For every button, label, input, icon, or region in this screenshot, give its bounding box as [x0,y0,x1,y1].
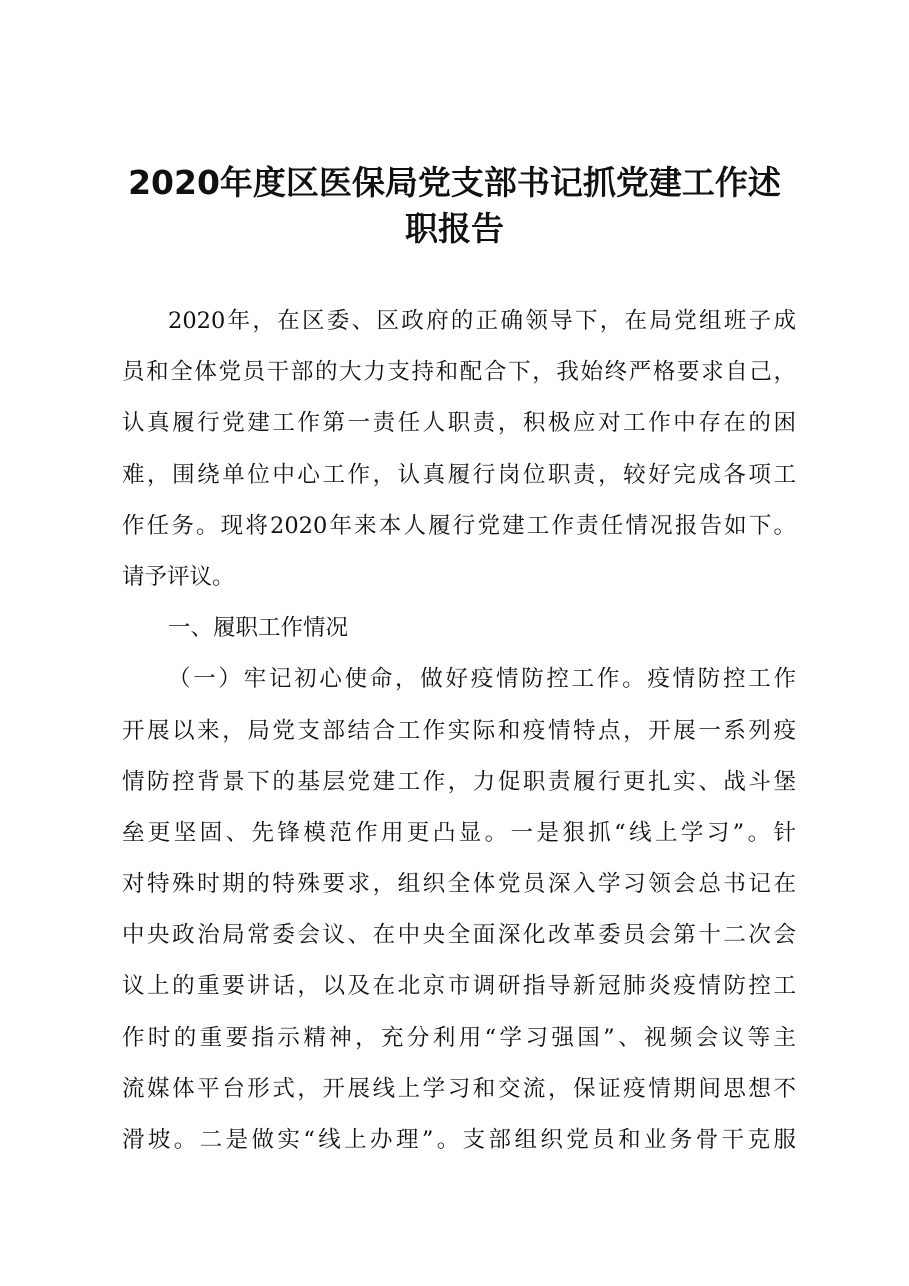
body-line: 情防控背景下的基层党建工作，力促职责履行更扎实、战斗堡 [122,768,796,795]
body-line: 流媒体平台形式，开展线上学习和交流，保证疫情期间思想不 [122,1075,796,1102]
body-line: 开展以来，局党支部结合工作实际和疫情特点，开展一系列疫 [122,717,796,744]
body-line: 难，围绕单位中心工作，认真履行岗位职责，较好完成各项工 [122,461,796,488]
body-line: 2020年，在区委、区政府的正确领导下，在局党组班子成 [168,308,796,334]
body-line: 作任务。现将2020年来本人履行党建工作责任情况报告如下。 [122,512,796,539]
body-line: 滑坡。二是做实“线上办理”。支部组织党员和业务骨干克服 [122,1127,796,1153]
title-line-1: 2020年度区医保局党支部书记抓党建工作述 [128,163,781,202]
document-title [110,160,799,252]
body-line: 请予评议。 [122,563,235,590]
body-line: 认真履行党建工作第一责任人职责，积极应对工作中存在的困 [122,410,796,437]
body-line: 中央政治局常委会议、在中央全面深化改革委员会第十二次会 [122,922,796,949]
body-line: 对特殊时期的特殊要求，组织全体党员深入学习领会总书记在 [122,871,796,898]
body-line: 议上的重要讲话，以及在北京市调研指导新冠肺炎疫情防控工 [122,973,796,1000]
body-line: 一、履职工作情况 [168,615,349,642]
body-line: （一）牢记初心使命，做好疫情防控工作。疫情防控工作 [168,666,796,693]
document-body [122,296,796,1166]
title-line-2: 职报告 [405,209,504,248]
body-line: 作时的重要指示精神，充分利用“学习强国”、视频会议等主 [122,1024,796,1051]
body-line: 垒更坚固、先锋模范作用更凸显。一是狠抓“线上学习”。针 [122,819,796,846]
body-line: 员和全体党员干部的大力支持和配合下，我始终严格要求自己， [122,359,796,386]
